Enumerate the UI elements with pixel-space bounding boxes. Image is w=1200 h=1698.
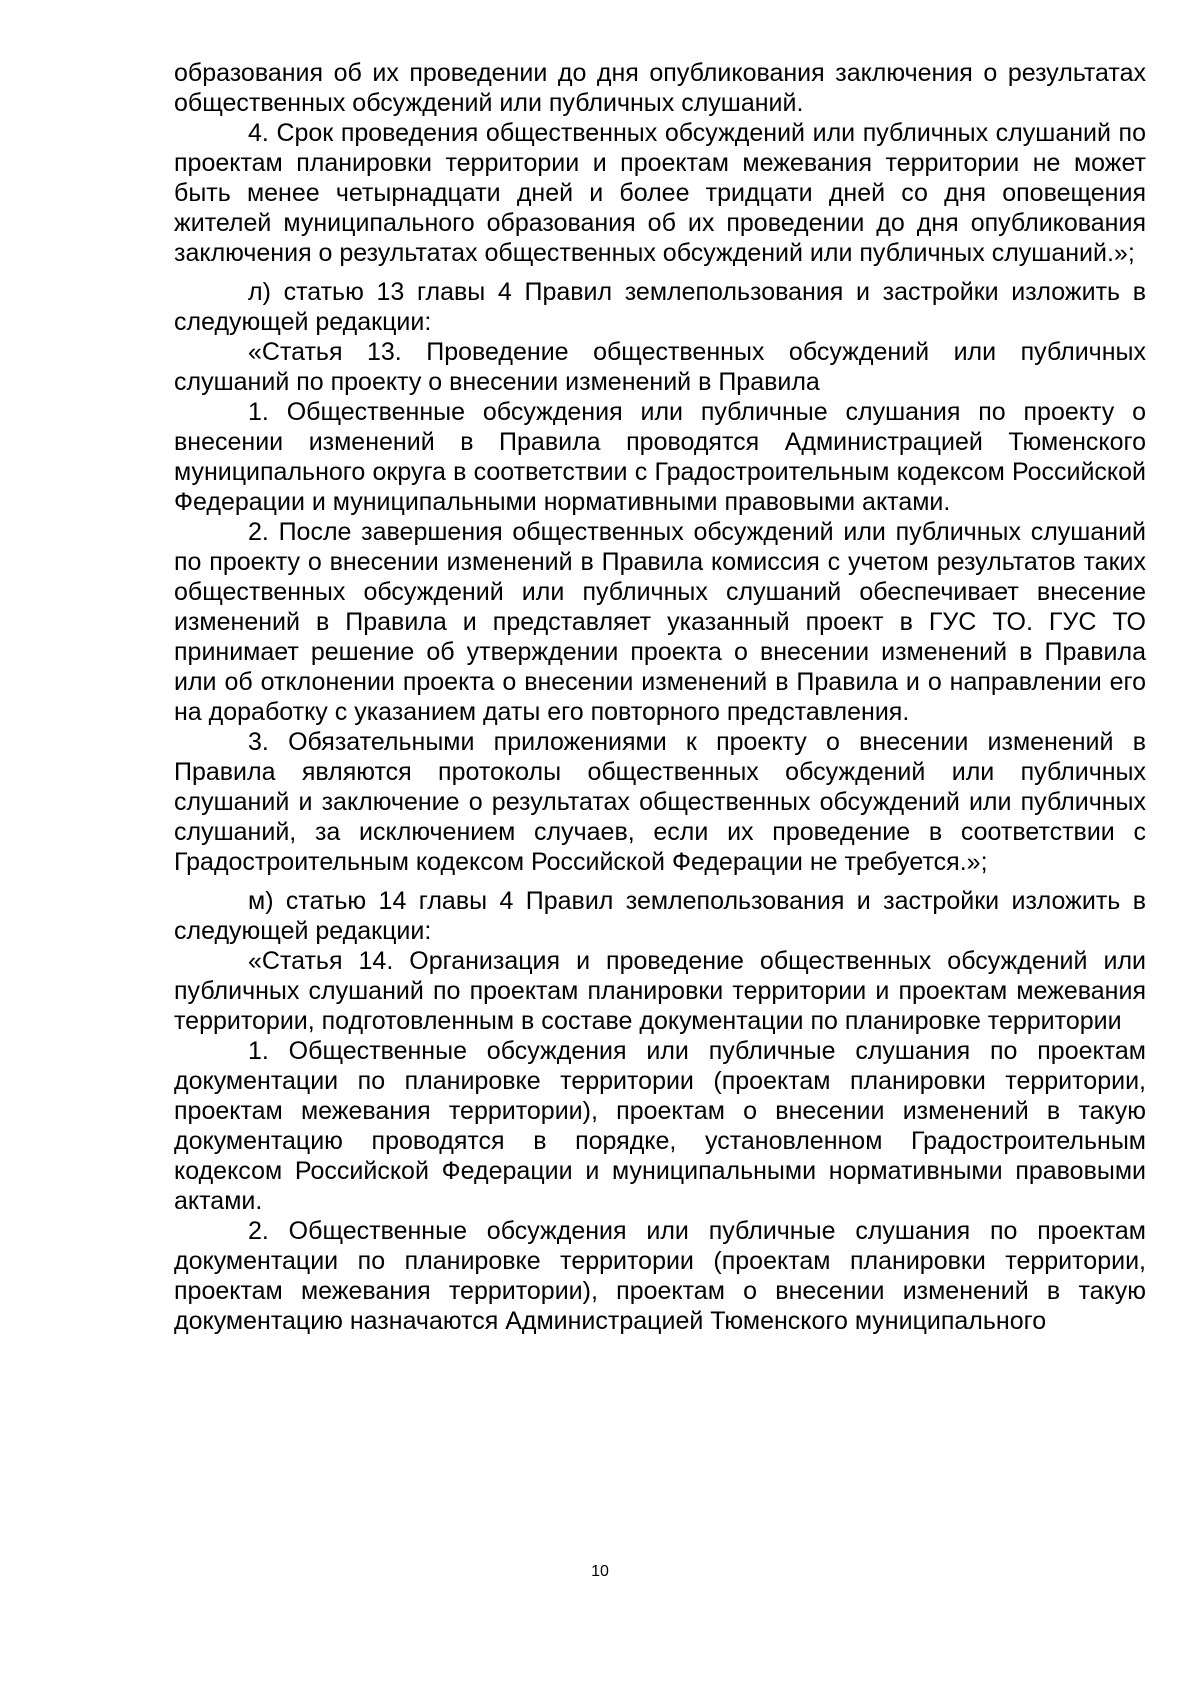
paragraph-amendment-l: л) статью 13 главы 4 Правил землепользования и застройки изложить в следующей редакции: <box>174 278 1146 336</box>
paragraph-amendment-m: м) статью 14 главы 4 Правил землепользования и застройки изложить в следующей редакции: <box>174 887 1146 945</box>
article-14-item-2: 2. Общественные обсуждения или публичные слушания по проектам документации по планировке территории (проектам планировки территории, проектам межевания территории), проектам о внесении изменений в такую документацию назначаются Администрацией Тюменского муниципального <box>174 1217 1146 1335</box>
article-13-heading: «Статья 13. Проведение общественных обсуждений или публичных слушаний по проекту о внесении изменений в Правила <box>174 338 1146 396</box>
document-body <box>174 58 1146 1336</box>
article-13-item-3: 3. Обязательными приложениями к проекту о внесении изменений в Правила являются протоколы общественных обсуждений или публичных слушаний и заключение о результатах общественных обсуждений или публичных слушаний, за исключением случаев, если их проведение в соответствии с Градостроительным кодексом Российской Федерации не требуется.»; <box>174 728 1146 876</box>
article-14-heading: «Статья 14. Организация и проведение общественных обсуждений или публичных слушаний по проектам планировки территории и проектам межевания территории, подготовленным в составе документации по планировке территории <box>174 947 1146 1035</box>
paragraph-item-4: 4. Срок проведения общественных обсуждений или публичных слушаний по проектам планировки территории и проектам межевания территории не может быть менее четырнадцати дней и более тридцати дней со дня оповещения жителей муниципального образования об их проведении до дня опубликования заключения о результатах общественных обсуждений или публичных слушаний.»; <box>174 119 1146 267</box>
page-number: 10 <box>591 1563 609 1580</box>
article-14-item-1: 1. Общественные обсуждения или публичные слушания по проектам документации по планировке территории (проектам планировки территории, проектам межевания территории), проектам о внесении изменений в такую документацию проводятся в порядке, установленном Градостроительным кодексом Российской Федерации и муниципальными нормативными правовыми актами. <box>174 1037 1146 1215</box>
article-13-item-1: 1. Общественные обсуждения или публичные слушания по проекту о внесении изменений в Правила проводятся Администрацией Тюменского муниципального округа в соответствии с Градостроительным кодексом Российской Федерации и муниципальными нормативными правовыми актами. <box>174 398 1146 516</box>
paragraph-continuation: образования об их проведении до дня опубликования заключения о результатах общественных обсуждений или публичных слушаний. <box>174 59 1146 117</box>
article-13-item-2: 2. После завершения общественных обсуждений или публичных слушаний по проекту о внесении изменений в Правила комиссия с учетом результатов таких общественных обсуждений или публичных слушаний обеспечивает внесение изменений в Правила и представляет указанный проект в ГУС ТО. ГУС ТО принимает решение об утверждении проекта о внесении изменений в Правила или об отклонении проекта о внесении изменений в Правила и о направлении его на доработку с указанием даты его повторного представления. <box>174 518 1146 726</box>
